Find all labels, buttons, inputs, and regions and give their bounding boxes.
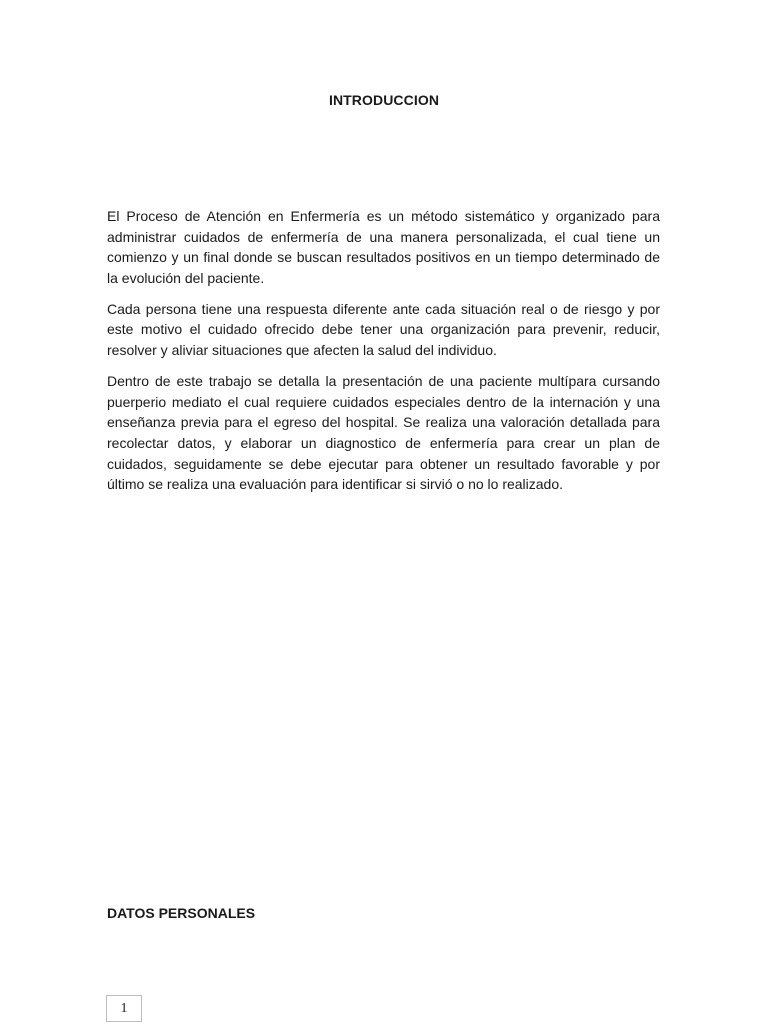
paragraph: Dentro de este trabajo se detalla la presentación de una paciente multípara cursando puerperio mediato el cual requiere cuidados especiales dentro de la internación y una enseñanza previa para el egreso del hospital. Se realiza una valoración detallada para recolectar datos, y elaborar un diagnostico de enfermería para crear un plan de cuidados, seguidamente se debe ejecutar para obtener un resultado favorable y por último se realiza una evaluación para identificar si sirvió o no lo realizado. — [107, 373, 660, 493]
document-title: INTRODUCCION — [328, 92, 440, 108]
page-number: 1 — [106, 995, 142, 1022]
introduction-body — [107, 206, 660, 505]
section-heading-datos-personales: DATOS PERSONALES — [107, 905, 256, 921]
paragraph: El Proceso de Atención en Enfermería es un método sistemático y organizado para administrar cuidados de enfermería de una manera personalizada, el cual tiene un comienzo y un final donde se buscan resultados positivos en un tiempo determinado de la evolución del paciente. — [107, 208, 660, 286]
paragraph: Cada persona tiene una respuesta diferente ante cada situación real o de riesgo y por este motivo el cuidado ofrecido debe tener una organización para prevenir, reducir, resolver y aliviar situaciones que afecten la salud del individuo. — [107, 300, 660, 359]
